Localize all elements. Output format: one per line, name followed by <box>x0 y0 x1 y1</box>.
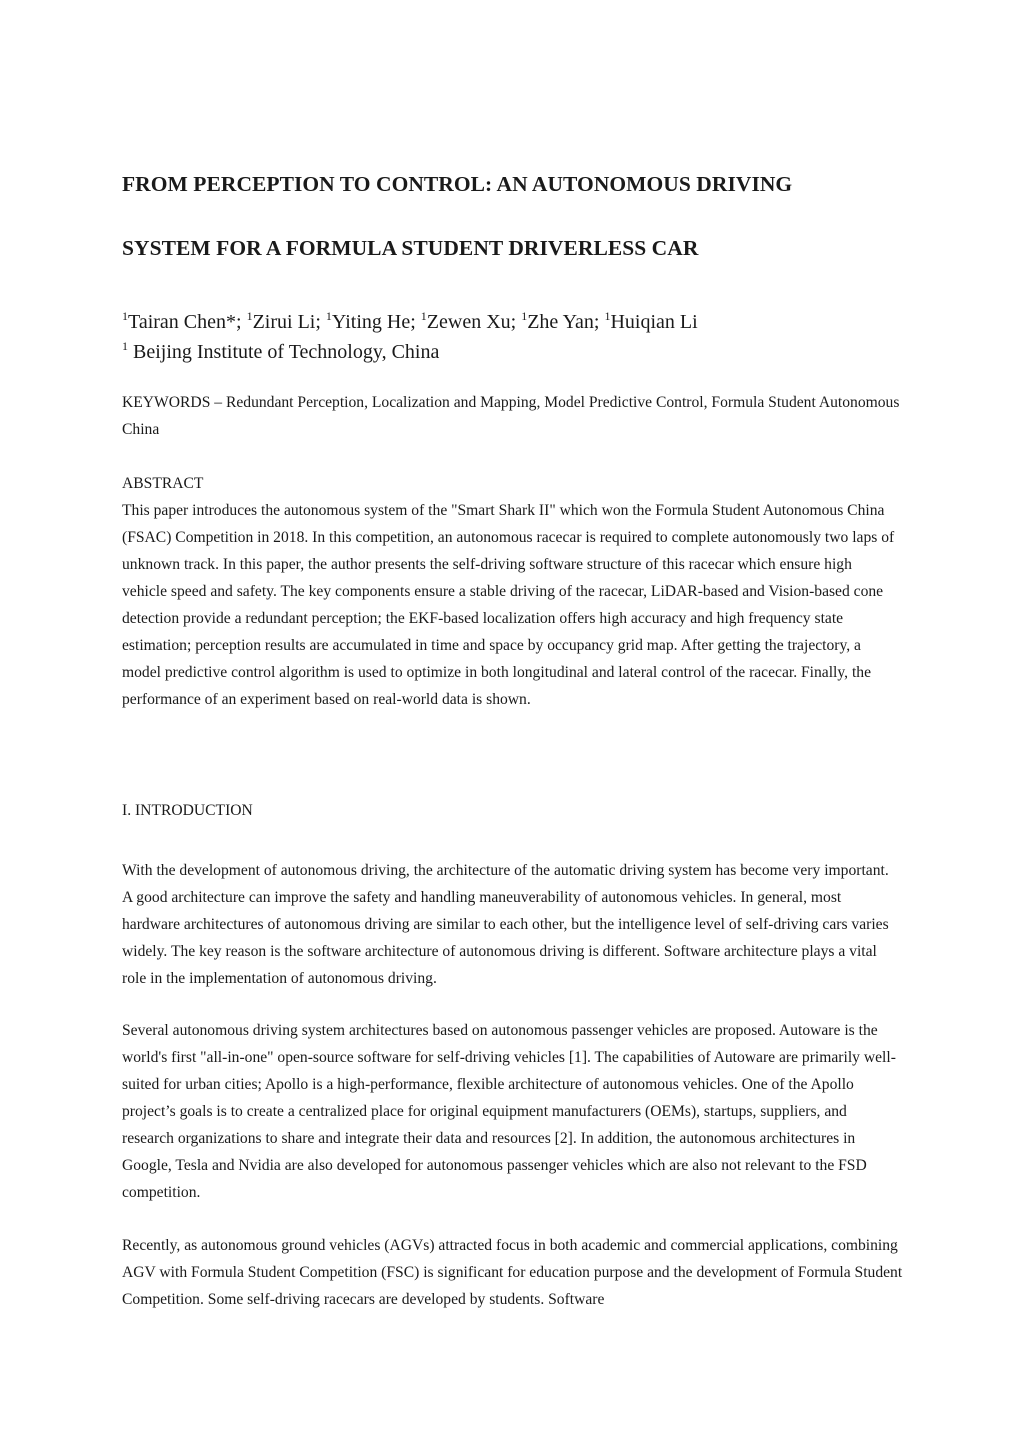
author-name: Zirui Li; <box>252 311 326 333</box>
affiliation <box>122 338 698 368</box>
affiliation-mark: 1 <box>604 309 611 323</box>
affiliation-mark: 1 <box>246 309 253 323</box>
keywords: KEYWORDS – Redundant Perception, Localization and Mapping, Model Predictive Control, Formula Student Autonomous China <box>122 394 900 438</box>
author-list <box>122 308 698 338</box>
affiliation-mark: 1 <box>521 309 528 323</box>
affiliation-mark: 1 <box>122 339 128 353</box>
author-name: Yiting He; <box>331 311 421 333</box>
affiliation-mark: 1 <box>420 309 427 323</box>
intro-paragraph-3: Recently, as autonomous ground vehicles (AGVs) attracted focus in both academic and commercial applications, combining AGV with Formula Student Competition (FSC) is significant for education purpose and the development of Formula Student Competition. Some self-driving racecars are developed by students. Software <box>122 1237 903 1308</box>
author-name: Zewen Xu; <box>426 311 522 333</box>
affiliation-mark: 1 <box>122 309 128 323</box>
author-name: Zhe Yan; <box>527 311 605 333</box>
section-heading-introduction: I. INTRODUCTION <box>122 802 253 819</box>
intro-paragraph-2: Several autonomous driving system architectures based on autonomous passenger vehicles are proposed. Autoware is the world's first "all-in-one" open-source software for self-driving vehicles [1]. The capabilities of Autoware are primarily well-suited for urban cities; Apollo is a high-performance, flexible architecture of autonomous vehicles. One of the Apollo project’s goals is to create a centralized place for original equipment manufacturers (OEMs), startups, suppliers, and research organizations to share and integrate their data and resources [2]. In addition, the autonomous architectures in Google, Tesla and Nvidia are also developed for autonomous passenger vehicles which are also not relevant to the FSD competition. <box>122 1022 896 1201</box>
affiliation-text: Beijing Institute of Technology, China <box>133 341 440 363</box>
abstract-heading: ABSTRACT <box>122 475 204 492</box>
author-name: Huiqian Li <box>610 311 698 333</box>
affiliation-mark: 1 <box>325 309 332 323</box>
author-block <box>122 308 698 368</box>
paper-title-line-2: SYSTEM FOR A FORMULA STUDENT DRIVERLESS CAR <box>122 236 699 260</box>
paper-title-line-1: FROM PERCEPTION TO CONTROL: AN AUTONOMOUS DRIVING <box>122 172 793 196</box>
abstract-text: This paper introduces the autonomous system of the "Smart Shark II" which won the Formula Student Autonomous China (FSAC) Competition in 2018. In this competition, an autonomous racecar is required to complete autonomously two laps of unknown track. In this paper, the author presents the self-driving software structure of this racecar which ensure high vehicle speed and safety. The key components ensure a stable driving of the racecar, LiDAR-based and Vision-based cone detection provide a redundant perception; the EKF-based localization offers high accuracy and high frequency state estimation; perception results are accumulated in time and space by occupancy grid map. After getting the trajectory, a model predictive control algorithm is used to optimize in both longitudinal and lateral control of the racecar. Finally, the performance of an experiment based on real-world data is shown. <box>122 502 895 708</box>
author-name: Tairan Chen*; <box>128 311 247 333</box>
intro-paragraph-1: With the development of autonomous driving, the architecture of the automatic driving system has become very important. A good architecture can improve the safety and handling maneuverability of autonomous vehicles. In general, most hardware architectures of autonomous driving are similar to each other, but the intelligence level of self-driving cars varies widely. The key reason is the software architecture of autonomous driving is different. Software architecture plays a vital role in the implementation of autonomous driving. <box>122 862 889 987</box>
